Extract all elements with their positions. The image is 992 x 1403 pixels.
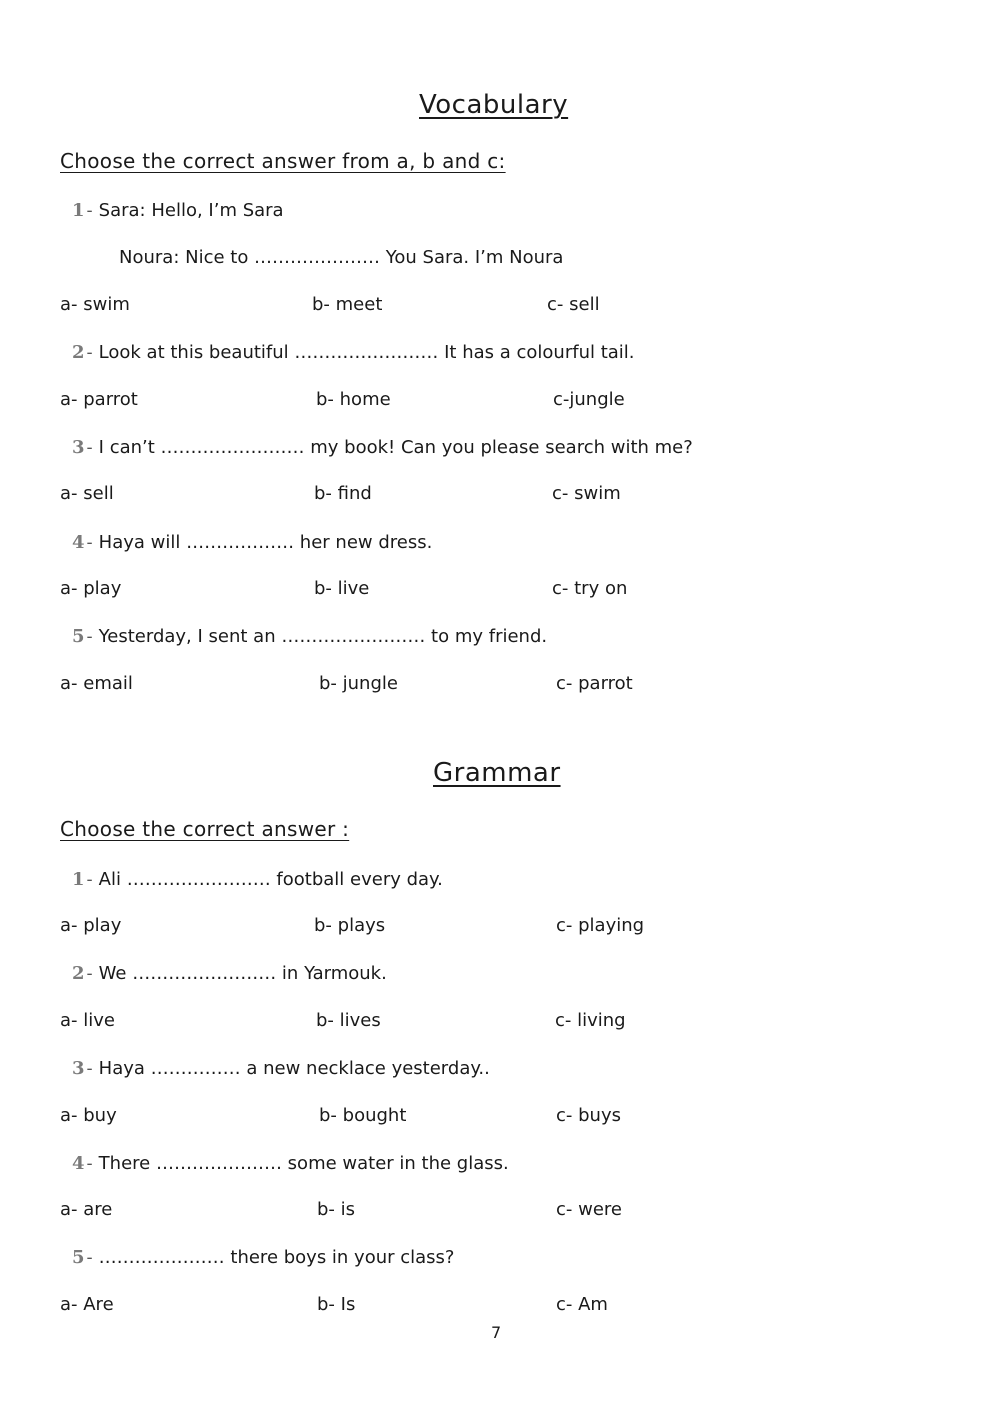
question-text: We …………………… in Yarmouk. bbox=[98, 963, 387, 984]
option-b[interactable]: b- plays bbox=[314, 915, 386, 936]
option-a[interactable]: a- swim bbox=[60, 294, 130, 315]
grammar-question-3: 3 - Haya …………… a new necklace yesterday.. bbox=[72, 1058, 490, 1079]
question-text: Yesterday, I sent an …………………… to my friend. bbox=[98, 626, 548, 647]
question-text: I can’t …………………… my book! Can you please search with me? bbox=[98, 437, 693, 458]
option-a[interactable]: a- live bbox=[60, 1010, 115, 1031]
option-b[interactable]: b- lives bbox=[316, 1010, 381, 1031]
option-b[interactable]: b- home bbox=[316, 389, 391, 410]
option-a[interactable]: a- Are bbox=[60, 1294, 114, 1315]
option-c[interactable]: c- try on bbox=[552, 578, 628, 599]
question-text: ………………… there boys in your class? bbox=[98, 1247, 455, 1268]
option-c[interactable]: c- swim bbox=[552, 483, 621, 504]
grammar-instruction: Choose the correct answer : bbox=[60, 817, 350, 841]
vocabulary-title: Vocabulary bbox=[419, 90, 569, 120]
grammar-title: Grammar bbox=[433, 758, 561, 788]
option-b[interactable]: b- Is bbox=[317, 1294, 356, 1315]
question-number: 1 bbox=[72, 200, 85, 221]
option-a[interactable]: a- are bbox=[60, 1199, 113, 1220]
option-c[interactable]: c- buys bbox=[556, 1105, 621, 1126]
option-a[interactable]: a- parrot bbox=[60, 389, 138, 410]
question-text: There ………………… some water in the glass. bbox=[98, 1153, 509, 1174]
option-b[interactable]: b- jungle bbox=[319, 673, 398, 694]
option-a[interactable]: a- play bbox=[60, 578, 122, 599]
option-c[interactable]: c- sell bbox=[547, 294, 600, 315]
question-number: 3 bbox=[72, 437, 85, 458]
vocab-question-2: 2 - Look at this beautiful …………………… It has a colourful tail. bbox=[72, 342, 635, 363]
vocab-question-5: 5 - Yesterday, I sent an …………………… to my friend. bbox=[72, 626, 548, 647]
option-b[interactable]: b- is bbox=[317, 1199, 356, 1220]
question-number: 1 bbox=[72, 869, 85, 890]
option-b[interactable]: b- live bbox=[314, 578, 370, 599]
option-b[interactable]: b- meet bbox=[312, 294, 383, 315]
option-c[interactable]: c- living bbox=[555, 1010, 626, 1031]
option-c[interactable]: c- were bbox=[556, 1199, 622, 1220]
vocab-question-1-line2: Noura: Nice to ………………… You Sara. I’m Noura bbox=[119, 247, 564, 268]
option-c[interactable]: c- parrot bbox=[556, 673, 633, 694]
option-a[interactable]: a- buy bbox=[60, 1105, 117, 1126]
question-number: 4 bbox=[72, 532, 85, 553]
option-b[interactable]: b- find bbox=[314, 483, 372, 504]
option-c[interactable]: c- Am bbox=[556, 1294, 608, 1315]
question-number: 3 bbox=[72, 1058, 85, 1079]
grammar-question-2: 2 - We …………………… in Yarmouk. bbox=[72, 963, 387, 984]
vocab-question-4: 4 - Haya will ……………… her new dress. bbox=[72, 532, 433, 553]
question-text: Look at this beautiful …………………… It has a colourful tail. bbox=[98, 342, 635, 363]
option-c[interactable]: c-jungle bbox=[553, 389, 625, 410]
question-text: Sara: Hello, I’m Sara bbox=[98, 200, 284, 221]
grammar-question-1: 1 - Ali …………………… football every day. bbox=[72, 869, 443, 890]
option-b[interactable]: b- bought bbox=[319, 1105, 407, 1126]
question-text: Ali …………………… football every day. bbox=[98, 869, 443, 890]
vocab-question-1: 1 - Sara: Hello, I’m Sara bbox=[72, 200, 284, 221]
question-text: Haya will ……………… her new dress. bbox=[98, 532, 433, 553]
question-text: Haya …………… a new necklace yesterday.. bbox=[98, 1058, 490, 1079]
question-number: 5 bbox=[72, 1247, 85, 1268]
grammar-question-4: 4 - There ………………… some water in the glass. bbox=[72, 1153, 509, 1174]
question-number: 4 bbox=[72, 1153, 85, 1174]
vocab-question-3: 3 - I can’t …………………… my book! Can you please search with me? bbox=[72, 437, 693, 458]
option-a[interactable]: a- sell bbox=[60, 483, 114, 504]
option-a[interactable]: a- play bbox=[60, 915, 122, 936]
grammar-question-5: 5 - ………………… there boys in your class? bbox=[72, 1247, 455, 1268]
option-a[interactable]: a- email bbox=[60, 673, 133, 694]
question-number: 5 bbox=[72, 626, 85, 647]
page-number: 7 bbox=[491, 1323, 502, 1342]
question-number: 2 bbox=[72, 963, 85, 984]
vocabulary-instruction: Choose the correct answer from a, b and c: bbox=[60, 149, 506, 173]
question-number: 2 bbox=[72, 342, 85, 363]
option-c[interactable]: c- playing bbox=[556, 915, 645, 936]
